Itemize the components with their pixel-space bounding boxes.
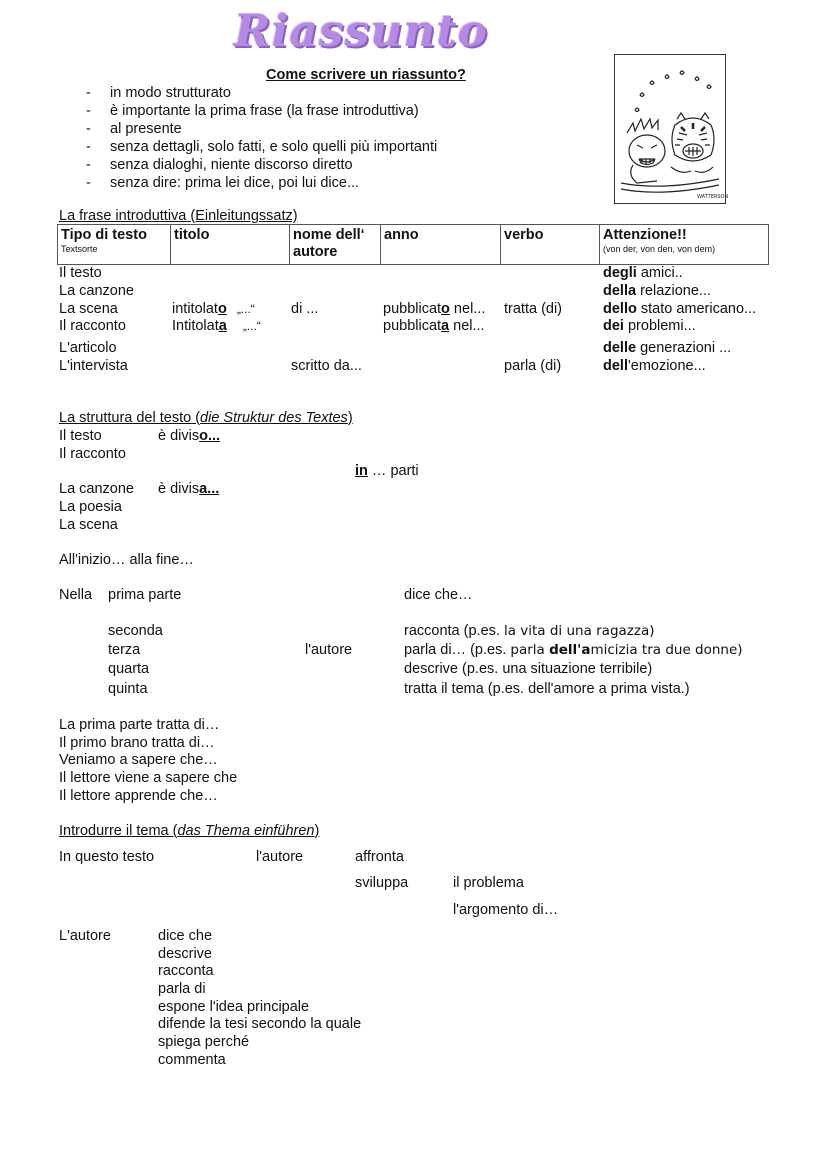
att-item: della relazione... — [603, 283, 712, 299]
type-racconto: Il racconto — [59, 318, 126, 334]
nome-scritto: scritto da... — [291, 358, 362, 374]
tema-sviluppa: sviluppa — [355, 875, 409, 891]
frase-item: Veniamo a sapere che… — [59, 752, 218, 768]
tema-verb: spiega perché — [158, 1034, 250, 1050]
struttura-racconto: Il racconto — [59, 446, 126, 462]
tips-list — [86, 84, 437, 192]
header-nome: nome dell‘ autore — [290, 225, 381, 265]
tema-verb: difende la tesi secondo la quale — [158, 1016, 362, 1032]
att-item: dell'emozione... — [603, 358, 706, 374]
tip-item: - al presente — [86, 121, 182, 137]
att-item: delle generazioni ... — [603, 340, 732, 356]
tema-argomento: l'argomento di… — [453, 902, 559, 918]
frase-item: Il lettore viene a sapere che — [59, 770, 238, 786]
comic-drawing — [615, 55, 729, 203]
nella-label: Nella — [59, 587, 93, 603]
intro-header-table — [57, 224, 769, 265]
att-item: degli amici.. — [603, 265, 683, 281]
subtitle: Come scrivere un riassunto? — [266, 67, 466, 83]
verb-tratta: tratta il tema (p.es. dell'amore a prima vista.) — [404, 681, 690, 697]
inizio-fine: All'inizio… alla fine… — [59, 552, 194, 568]
frase-item: La prima parte tratta di… — [59, 717, 220, 733]
type-testo: Il testo — [59, 265, 102, 281]
tip-item: - senza dire: prima lei dice, poi lui dice... — [86, 175, 360, 191]
verb-dice: dice che… — [404, 587, 473, 603]
type-articolo: L'articolo — [59, 340, 117, 356]
tema-verb: commenta — [158, 1052, 226, 1068]
tema-verb: espone l'idea principale — [158, 999, 310, 1015]
header-verbo: verbo — [501, 225, 600, 265]
tema-affronta: affronta — [355, 849, 404, 865]
anno-masc: pubblicato nel... — [383, 301, 486, 317]
part-item: seconda — [108, 623, 163, 639]
struttura-in-parti: in … parti — [355, 463, 419, 479]
tema-questo: In questo testo — [59, 849, 155, 865]
att-item: dello stato americano... — [603, 301, 757, 317]
titolo-masc: intitolato „...“ — [172, 301, 255, 317]
type-canzone: La canzone — [59, 283, 134, 299]
struttura-heading: La struttura del testo (die Struktur des Textes) — [59, 410, 353, 426]
tema-verb: dice che — [158, 928, 213, 944]
part-item: quinta — [108, 681, 148, 697]
struttura-divisa: è divisa... — [158, 481, 220, 497]
tema-lautore: L'autore — [59, 928, 111, 944]
comic-signature: WATTERSON — [697, 194, 729, 200]
part-item: quarta — [108, 661, 150, 677]
frase-item: Il lettore apprende che… — [59, 788, 218, 804]
verb-parla: parla di… (p.es. parla dell'amicizia tra due donne) — [404, 642, 743, 658]
tip-item: - senza dialoghi, niente discorso diretto — [86, 157, 353, 173]
tema-verb: parla di — [158, 981, 206, 997]
tema-verb: descrive — [158, 946, 212, 962]
header-titolo: titolo — [171, 225, 290, 265]
verbo-tratta: tratta (di) — [504, 301, 563, 317]
part-item: prima parte — [108, 587, 182, 603]
header-anno: anno — [381, 225, 501, 265]
verb-descrive: descrive (p.es. una situazione terribile) — [404, 661, 653, 677]
frase-item: Il primo brano tratta di… — [59, 735, 215, 751]
nella-autore: l'autore — [305, 642, 353, 658]
att-item: dei problemi... — [603, 318, 696, 334]
page-title: Riassunto — [234, 6, 488, 57]
titolo-femm: Intitolata „...“ — [172, 318, 261, 334]
struttura-diviso: è diviso... — [158, 428, 221, 444]
header-tipo: Tipo di testo Textsorte — [58, 225, 171, 265]
type-scena: La scena — [59, 301, 118, 317]
header-attenzione: Attenzione!! (von der, von den, von dem) — [600, 225, 769, 265]
intro-heading: La frase introduttiva (Einleitungssatz) — [59, 208, 298, 224]
tema-autore: l'autore — [256, 849, 304, 865]
struttura-scena: La scena — [59, 517, 118, 533]
struttura-canzone: La canzone — [59, 481, 134, 497]
tip-item: - è importante la prima frase (la frase introduttiva) — [86, 103, 419, 119]
struttura-testo: Il testo — [59, 428, 102, 444]
tema-problema: il problema — [453, 875, 524, 891]
verb-racconta: racconta (p.es. la vita di una ragazza) — [404, 623, 655, 639]
comic-illustration — [614, 54, 729, 204]
tema-heading: Introdurre il tema (das Thema einführen) — [59, 823, 320, 839]
part-item: terza — [108, 642, 141, 658]
verbo-parla: parla (di) — [504, 358, 562, 374]
tip-item: - senza dettagli, solo fatti, e solo quelli più importanti — [86, 139, 438, 155]
tema-verb: racconta — [158, 963, 214, 979]
type-intervista: L'intervista — [59, 358, 128, 374]
nome-di: di ... — [291, 301, 319, 317]
struttura-poesia: La poesia — [59, 499, 122, 515]
anno-femm: pubblicata nel... — [383, 318, 485, 334]
tip-item: - in modo strutturato — [86, 85, 231, 101]
